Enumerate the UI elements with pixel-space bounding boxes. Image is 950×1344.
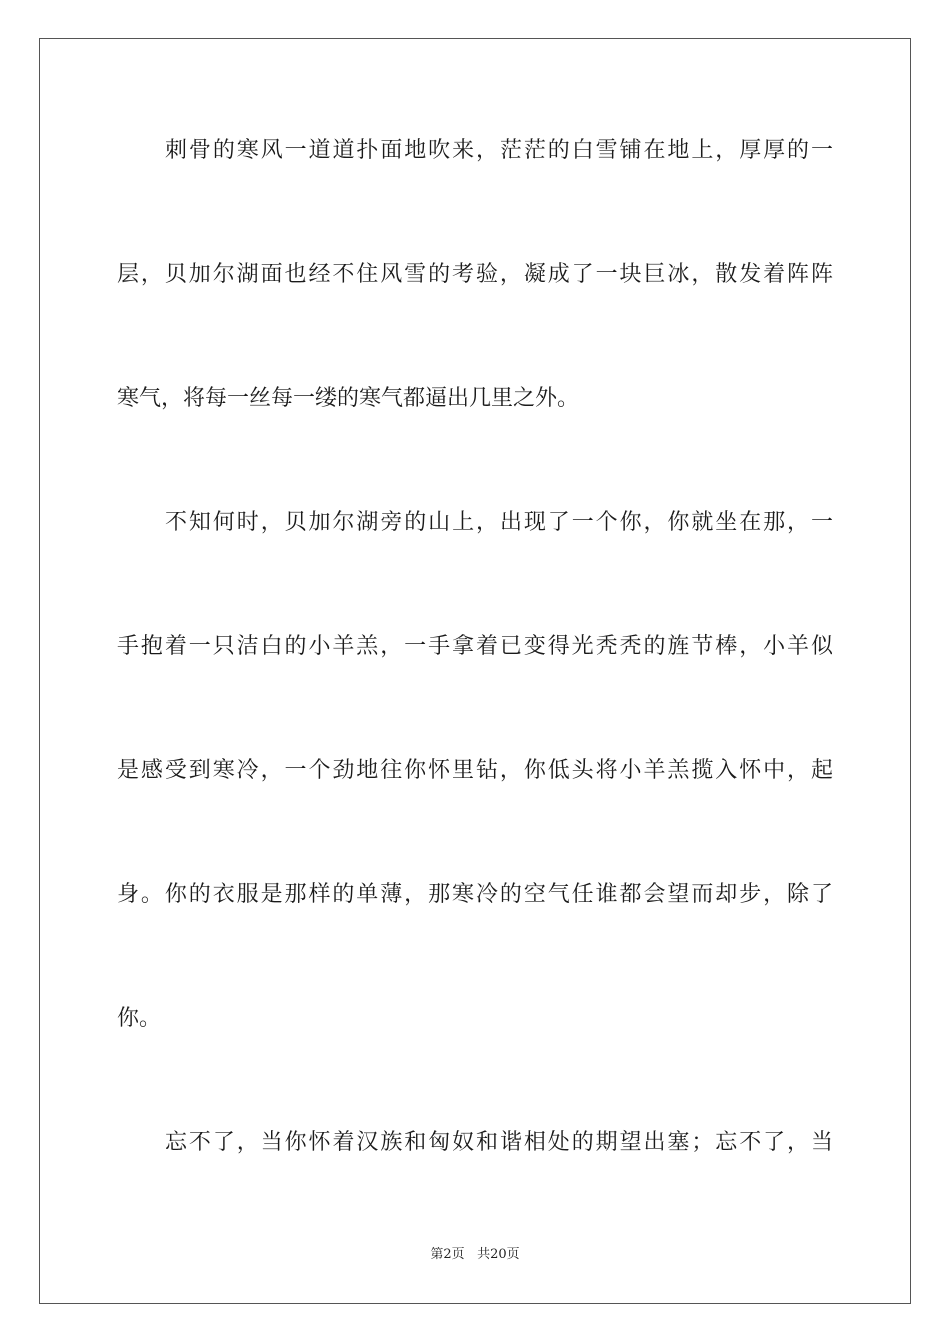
page-total: 共20页 — [477, 1247, 520, 1262]
page-footer — [0, 1246, 950, 1264]
paragraph-2-line-2: 手抱着一只洁白的小羊羔，一手拿着已变得光秃秃的旌节棒，小羊似 — [117, 634, 833, 659]
paragraph-2-line-5: 你。 — [117, 1006, 162, 1031]
paragraph-2-line-4: 身。你的衣服是那样的单薄，那寒冷的空气任谁都会望而却步，除了 — [117, 882, 833, 907]
paragraph-1-line-3: 寒气，将每一丝每一缕的寒气都逼出几里之外。 — [117, 386, 580, 411]
page-number: 第2页 — [430, 1247, 465, 1262]
paragraph-1-line-2: 层，贝加尔湖面也经不住风雪的考验，凝成了一块巨冰，散发着阵阵 — [117, 262, 833, 287]
paragraph-2-line-1: 不知何时，贝加尔湖旁的山上，出现了一个你，你就坐在那，一 — [165, 510, 833, 535]
paragraph-3-line-1: 忘不了，当你怀着汉族和匈奴和谐相处的期望出塞；忘不了，当 — [165, 1130, 833, 1155]
paragraph-1-line-1: 刺骨的寒风一道道扑面地吹来，茫茫的白雪铺在地上，厚厚的一 — [165, 138, 833, 163]
page-border — [39, 38, 911, 1304]
paragraph-2-line-3: 是感受到寒冷，一个劲地往你怀里钻，你低头将小羊羔揽入怀中，起 — [117, 758, 833, 783]
